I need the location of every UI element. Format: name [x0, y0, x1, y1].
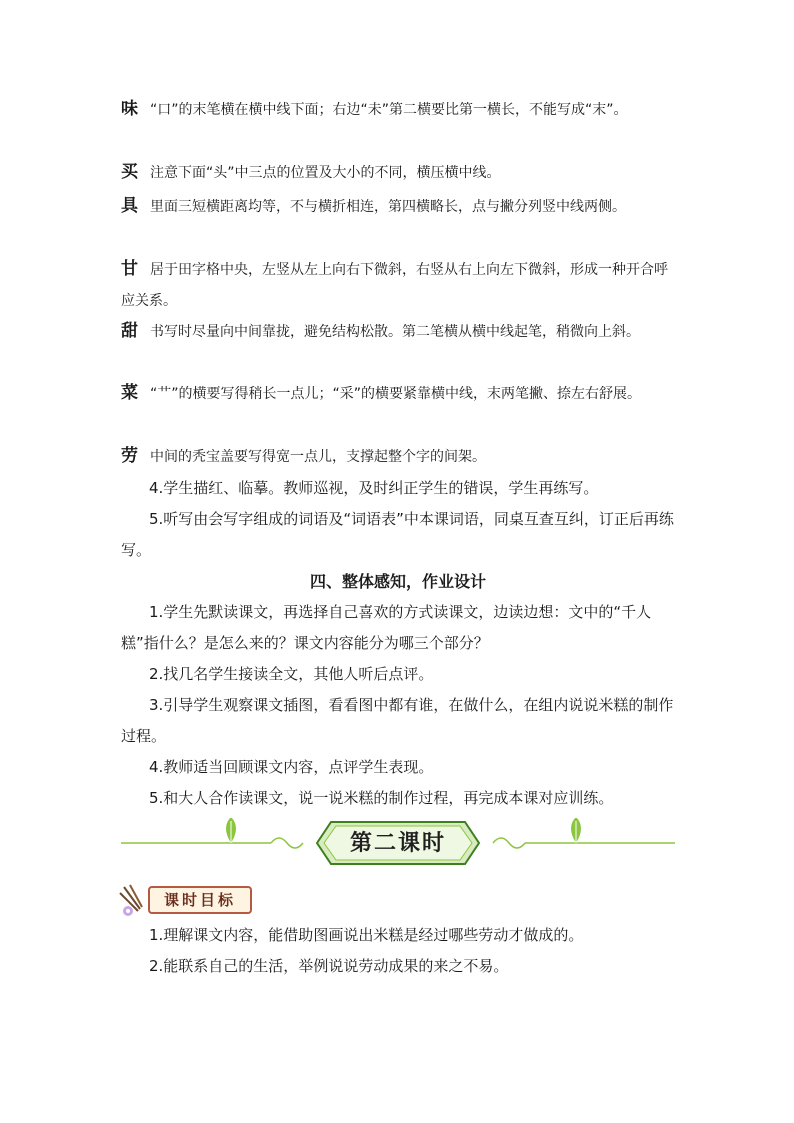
step-paragraph: 2.找几名学生接读全文，其他人听后点评。	[149, 665, 434, 683]
char-note-wei	[121, 94, 675, 126]
char-note-text: 里面三短横距离均等，不与横折相连，第四横略长，点与撇分列竖中线两侧。	[150, 199, 626, 215]
char-note-text: “艹”的横要写得稍长一点儿；“采”的横要紧靠横中线，末两笔撇、捺左右舒展。	[150, 386, 642, 402]
char-label: 买	[121, 162, 138, 182]
lesson-goal-label: 课时目标	[148, 886, 252, 914]
leaf-icon	[226, 818, 236, 843]
char-note-lao	[121, 441, 675, 473]
char-note-text: 书写时尽量向中间靠拢，避免结构松散。第二笔横从横中线起笔，稍微向上斜。	[150, 324, 640, 340]
lesson-banner	[121, 818, 675, 868]
char-note-gan	[121, 254, 675, 317]
char-note-cai	[121, 378, 675, 410]
char-label: 菜	[121, 383, 138, 403]
goal-item: 1.理解课文内容，能借助图画说出米糕是经过哪些劳动才做成的。	[149, 926, 584, 944]
goal-item: 2.能联系自己的生活，举例说说劳动成果的来之不易。	[149, 957, 509, 975]
char-label: 味	[121, 99, 138, 119]
step-paragraph: 4.学生描红、临摹。教师巡视，及时纠正学生的错误，学生再练写。	[149, 479, 599, 497]
char-note-tian	[121, 316, 675, 348]
char-label: 甘	[121, 259, 138, 279]
banner-title: 第二课时	[349, 830, 446, 856]
step-paragraph: 5.和大人合作读课文，说一说米糕的制作过程，再完成本课对应训练。	[149, 789, 614, 807]
char-label: 劳	[121, 446, 138, 466]
leaf-icon	[571, 818, 581, 843]
char-note-text: 注意下面“头”中三点的位置及大小的不同，横压横中线。	[150, 165, 501, 181]
char-note-text: “口”的末笔横在横中线下面；右边“未”第二横要比第一横长，不能写成“末”。	[150, 102, 628, 118]
step-paragraph: 5.听写由会写字组成的词语及“词语表”中本课词语，同桌互查互纠，订正后再练写。	[121, 510, 674, 559]
section-heading: 四、整体感知，作业设计	[309, 572, 486, 591]
char-note-mai	[121, 157, 675, 189]
char-note-text: 居于田字格中央，左竖从左上向右下微斜，右竖从右上向左下微斜，形成一种开合呼应关系。	[121, 262, 668, 309]
step-paragraph: 1.学生先默读课文，再选择自己喜欢的方式读课文，边读边想：文中的“千人糕”指什么？是怎么来的？课文内容能分为哪三个部分？	[121, 603, 652, 652]
step-paragraph: 3.引导学生观察课文插图，看看图中都有谁，在做什么，在组内说说米糕的制作过程。	[121, 696, 674, 745]
lesson-goal-badge	[118, 883, 258, 919]
step-paragraph: 4.教师适当回顾课文内容，点评学生表现。	[149, 758, 434, 776]
char-note-ju	[121, 191, 675, 223]
char-note-text: 中间的秃宝盖要写得宽一点儿，支撑起整个字的间架。	[150, 449, 486, 465]
char-label: 具	[121, 196, 138, 216]
char-label: 甜	[121, 321, 138, 341]
